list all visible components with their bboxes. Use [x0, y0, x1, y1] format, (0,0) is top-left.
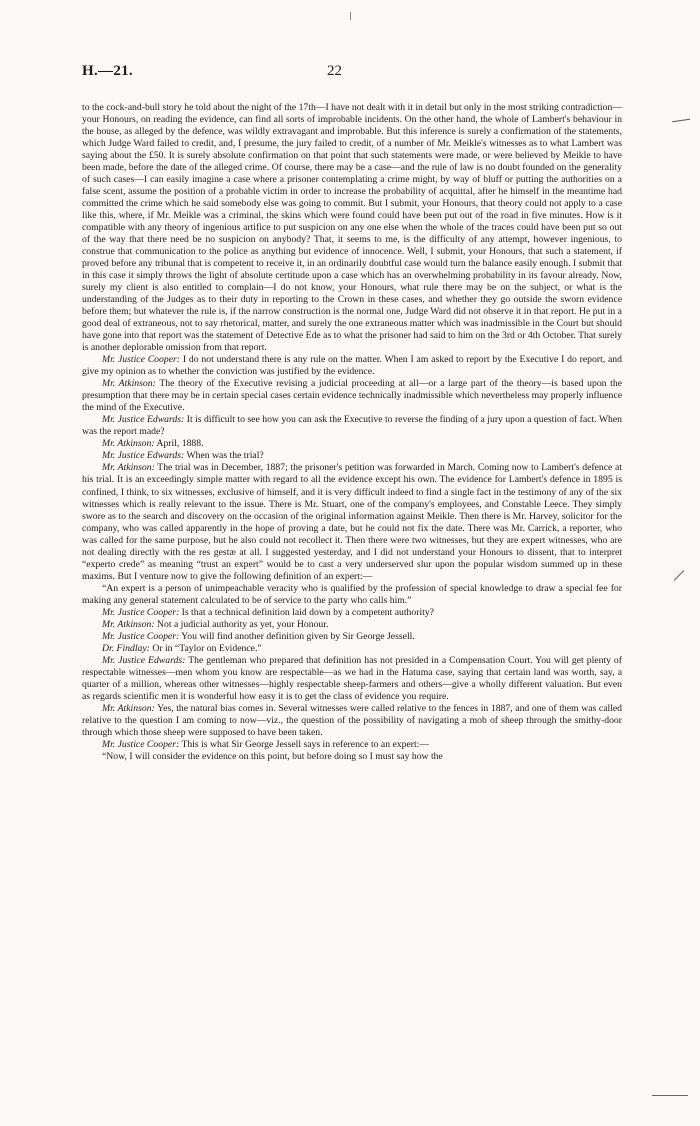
speaker: Mr. Atkinson: [102, 462, 155, 474]
quotation: “An expert is a person of unimpeachable veracity who is qualified by the profession of special knowledge to draw a special fee for making any general statement calculated to be of service to the party who calls him.” [82, 582, 622, 606]
speaker: Dr. Findlay: [102, 642, 150, 654]
speaker: Mr. Justice Cooper: [102, 606, 180, 618]
speaker: Mr. Atkinson: [102, 378, 156, 390]
paragraph: to the cock-and-bull story he told about the night of the 17th—I have not dealt with it in detail but only in the most striking contradiction—your Honours, on reading the evidence, can find all sorts of improbable incidents. On the other hand, the whole of Lambert's behaviour in the house, as alleged by the defence, was wildly extravagant and improbable. But this inference is surely a confirmation of the statements, which Judge Ward failed to credit, and, I presume, the jury failed to credit, of a number of Mr. Meikle's witnesses as to what Lambert was saying about the £50. It is surely absolute confirmation on that point that such statements were made, or were believed by Meikle to have been made, before the date of the alleged crime. Of course, there may be a case—and the rule of law is no doubt founded on the generality of such cases—I can easily imagine a case where a prisoner contemplating a crime might, by way of bluff or putting the authorities on a false scent, assume the position of a probable victim in order to increase the probability of acquittal, after he himself in the meantime had committed the crime which he said somebody else was going to commit. But I submit, your Honours, that theory could not apply to a case like this, where, if Mr. Meikle was a criminal, the skins which were found could have been put out of the road in five minutes. How is it compatible with any theory of ingenious artifice to put suspicion on any one else when the whole of the traces could have been put so out of the way that there need be no suspicion on anybody? That, it seems to me, is the difficulty of any attempt, however ingenious, to construe that communication to the police as anything but evidence of innocence. Well, I submit, your Honours, that such a statement, if proved before any tribunal that is competent to receive it, in an ordinarily doubtful case would turn the balance easily enough. I submit that in this case it simply throws the light of absolute certitude upon a case which has an overwhelming probability in its favour already. Now, surely my client is also entitled to complain—I do not know, your Honours, what rule there may be on the subject, or what is the understanding of the Judges as to their duty in reporting to the Crown in these cases, and whether they go outside the sworn evidence before them; but whatever the rule is, if the narrow construction is the normal one, Judge Ward did not observe it in that report. He put in a good deal of extraneous, not to say rhetorical, matter, and surely the one extraneous matter which was inadmissible in the Court but should have gone into that report was the statement of Detective Ede as to what the prisoner had said to him on the 3rd or 4th October. That surely is another deplorable omission from that report. [82, 102, 622, 354]
paragraph: Dr. Findlay: Or in “Taylor on Evidence.” [102, 642, 262, 654]
speaker: Mr. Justice Edwards: [102, 414, 185, 426]
speaker: Mr. Atkinson: [102, 438, 155, 450]
paragraph: Mr. Atkinson: The trial was in December, 1887; the prisoner's petition was forwarded in March. Coming now to Lambert's defence at his trial. It is an exceedingly simple matter with regard to all the evidence except his own. The evidence for Lambert's defence in 1895 is confined, I think, to six witnesses, exclusive of himself, and it is very difficult indeed to find a single fact in the testimony of any of the six witnesses which is really relevant to the issue. There is Mr. Stuart, one of the company's employees, and Constable Leece. They simply swore as to the search and discovery on the occasion of the original information against Meikle. Then there is Mr. Harvey, solicitor for the company, who was called apparently in the hope of proving a date, but he could not fix the date. There was Mr. Carrick, a reporter, who was called for the same purpose, but he also could not recollect it. Then there were two witnesses, but they are expert witnesses, who are not dealing directly with the res gestæ at all. I suggested yesterday, and I did not understand your Honours to dissent, that to interpret “experto crede” as meaning “trust an expert” would be to cast a very underserved slur upon the popular wisdom summed up in these maxims. But I venture now to give the following definition of an expert:— [82, 462, 623, 582]
paragraph: Mr. Atkinson: Not a judicial authority as yet, your Honour. [102, 618, 329, 630]
paragraph: Mr. Justice Cooper: I do not understand there is any rule on the matter. When I am asked to report by the Executive I do report, and give my opinion as to whether the conviction was justified by the evidence. [82, 354, 622, 378]
paragraph: Mr. Atkinson: Yes, the natural bias comes in. Several witnesses were called relative to the fences in 1887, and one of them was called relative to the question I am coming to now—viz., the question of the possibility of navigating a mob of sheep through the smithy-door through which those sheep were supposed to have been taken. [82, 702, 623, 738]
paragraph: Mr. Atkinson: April, 1888. [102, 438, 204, 450]
document-reference: H.—21. [82, 63, 133, 79]
quotation: “Now, I will consider the evidence on this point, but before doing so I must say how the [102, 750, 443, 762]
page-number: 22 [327, 63, 342, 79]
speaker: Mr. Atkinson: [102, 702, 155, 714]
paragraph: Mr. Justice Edwards: The gentleman who prepared that definition has not presided in a Compensation Court. You will get plenty of respectable witnesses—men whom you know are respectable—as we had in the Hatuma case, saying that certain land was worth, say, a quarter of a million, whereas other witnesses—highly respectable sheep-farmers and others—give a wholly different valuation. But even as regards scientific men it is wonderful how easy it is to get the class of evidence you require. [82, 654, 622, 702]
body-text [82, 102, 622, 763]
margin-mark [672, 119, 690, 122]
paragraph: Mr. Justice Cooper: Is that a technical definition laid down by a competent authority? [102, 606, 434, 618]
speaker: Mr. Justice Edwards: [102, 450, 185, 462]
paragraph: Mr. Justice Cooper: This is what Sir George Jessell says in reference to an expert:— [102, 738, 430, 750]
paragraph: Mr. Justice Edwards: It is difficult to see how you can ask the Executive to reverse the finding of a jury upon a question of fact. When was the report made? [82, 414, 622, 438]
paragraph: Mr. Atkinson: The theory of the Executive revising a judicial proceeding at all—or a large part of the theory—is based upon the presumption that there may be in certain special cases certain evidence technically inadmissible which nevertheless may properly influence the mind of the Executive. [82, 378, 623, 414]
margin-mark [652, 1095, 688, 1096]
paragraph: Mr. Justice Cooper: You will find another definition given by Sir George Jessell. [102, 630, 415, 642]
page-header [82, 63, 622, 83]
scan-mark [350, 12, 351, 20]
speaker: Mr. Justice Cooper: [102, 354, 181, 366]
margin-mark [674, 570, 685, 581]
paragraph: Mr. Justice Edwards: When was the trial? [102, 450, 264, 462]
speaker: Mr. Justice Cooper: [102, 738, 180, 750]
speaker: Mr. Justice Cooper: [102, 630, 180, 642]
speaker: Mr. Justice Edwards: [102, 654, 186, 666]
speaker: Mr. Atkinson: [102, 618, 155, 630]
